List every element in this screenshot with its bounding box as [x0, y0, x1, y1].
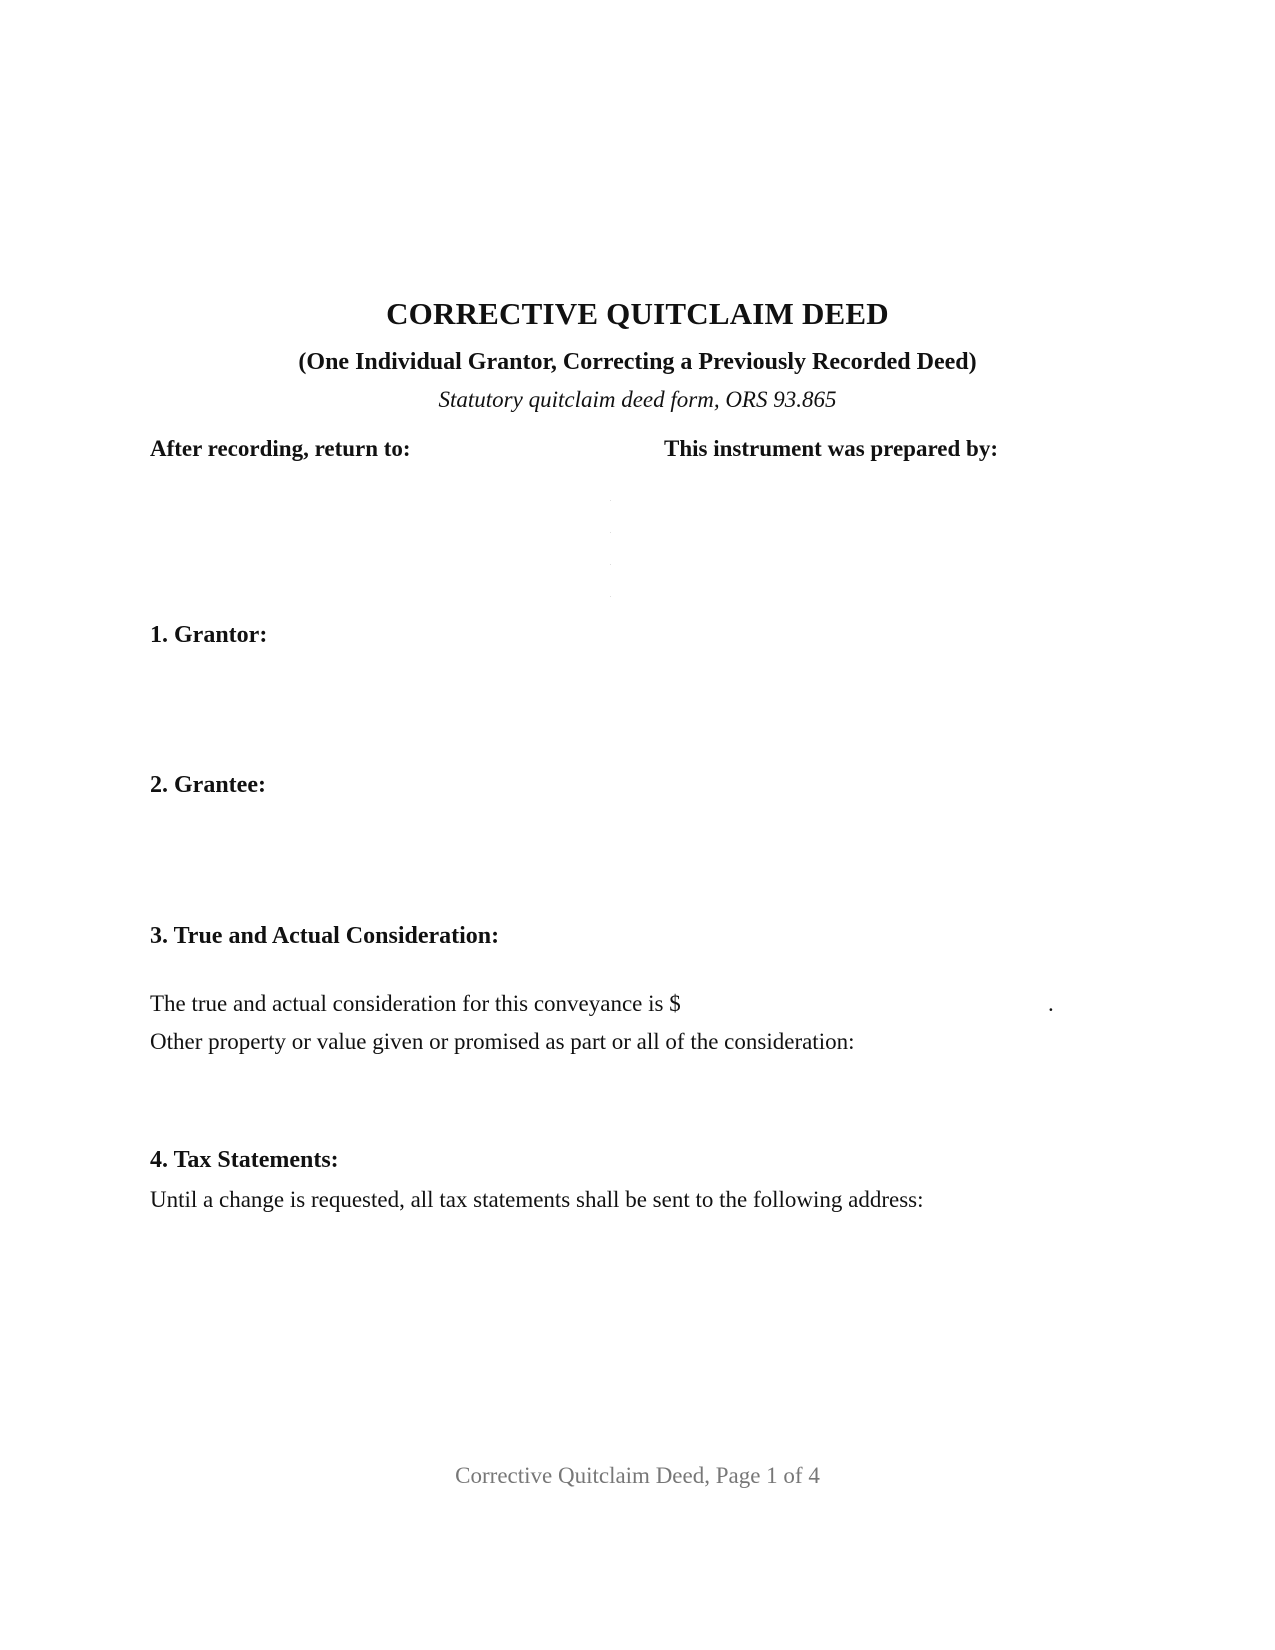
consideration-amount-blank — [733, 990, 1043, 1018]
tax-statements-heading: 4. Tax Statements: — [150, 1147, 339, 1173]
consideration-heading: 3. True and Actual Consideration: — [150, 923, 500, 949]
prepared-by-label: This instrument was prepared by: — [664, 436, 998, 461]
return-to-address-area — [150, 470, 590, 590]
consideration-amount-text: The true and actual consideration for this conveyance is $ — [150, 991, 681, 1016]
statute-reference: Statutory quitclaim deed form, ORS 93.865 — [438, 387, 837, 412]
return-to-label: After recording, return to: — [150, 436, 411, 461]
grantor-heading: 1. Grantor: — [150, 622, 268, 648]
other-property-blank-area — [150, 1062, 1050, 1122]
document-title: CORRECTIVE QUITCLAIM DEED — [386, 296, 889, 331]
consideration-amount-period: . — [1048, 991, 1054, 1016]
grantor-blank-area — [150, 660, 1050, 740]
grantee-heading: 2. Grantee: — [150, 772, 266, 798]
grantee-blank-area — [150, 810, 1050, 890]
column-divider — [610, 500, 611, 600]
other-property-text: Other property or value given or promised as part or all of the consideration: — [150, 1029, 855, 1054]
tax-address-blank-area — [150, 1222, 1050, 1402]
tax-statements-text: Until a change is requested, all tax statements shall be sent to the following address: — [150, 1187, 924, 1212]
document-subtitle: (One Individual Grantor, Correcting a Previously Recorded Deed) — [298, 349, 977, 375]
prepared-by-address-area — [664, 470, 1104, 590]
page-footer: Corrective Quitclaim Deed, Page 1 of 4 — [455, 1463, 820, 1488]
